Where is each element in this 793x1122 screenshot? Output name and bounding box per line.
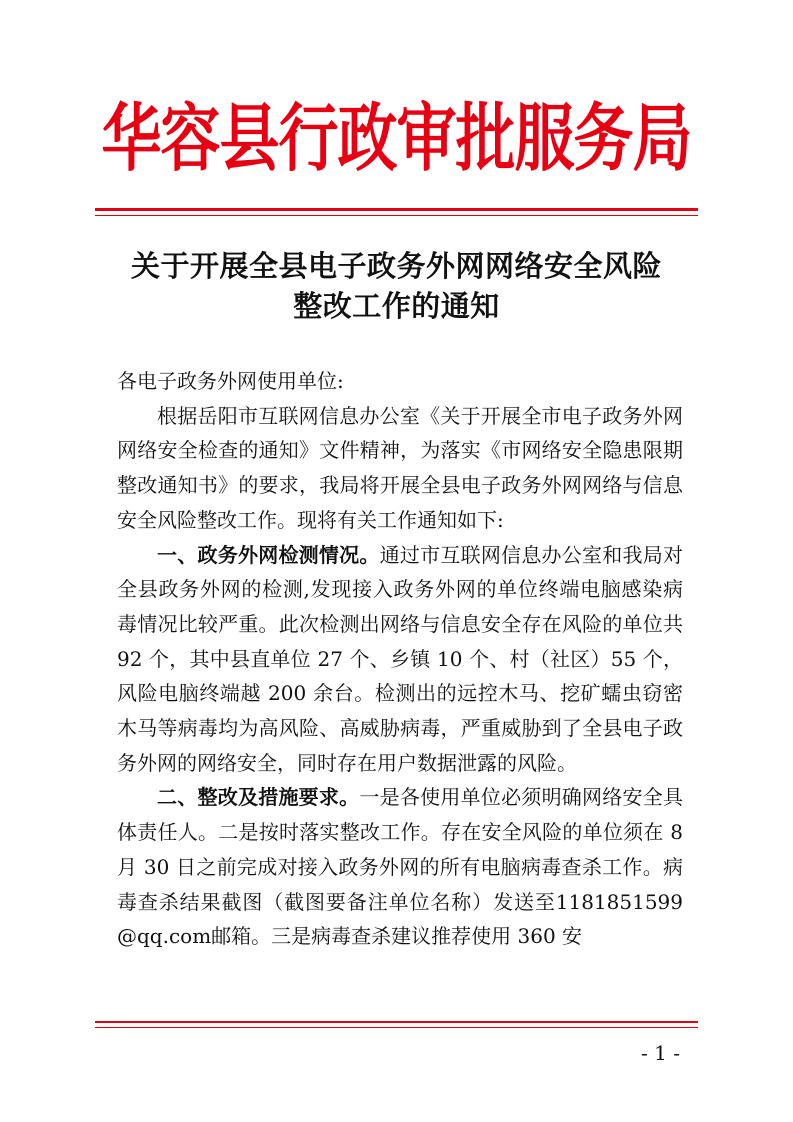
paragraph-intro — [117, 399, 683, 538]
masthead-org-name: 华容县行政审批服务局 — [101, 96, 692, 182]
section-2-text: 一是各使用单位必须明确网络安全具体责任人。二是按时落实整改工作。存在安全风险的单位须在 8 月 30 日之前完成对接入政务外网的所有电脑病毒查杀工作。病毒查杀结果截图（截图要备注单位名称）发送至1181851599@qq.com邮箱。三是病毒查杀建议推荐使用 360 安 — [117, 785, 684, 949]
document-title-line-1: 关于开展全县电子政务外网网络安全风险 — [130, 249, 662, 283]
paragraph-section-2 — [117, 780, 683, 954]
paragraph-section-1 — [117, 538, 683, 781]
salutation: 各电子政务外网使用单位: — [117, 369, 344, 393]
page-number: - 1 - — [641, 1041, 680, 1065]
section-1-heading: 一、政务外网检测情况。 — [157, 542, 380, 567]
document-body — [117, 364, 683, 954]
section-2-heading: 二、整改及措施要求。 — [157, 785, 360, 810]
footer-divider-thin — [95, 1027, 698, 1028]
document-title-line-2: 整改工作的通知 — [293, 289, 500, 323]
masthead-divider-thin — [95, 215, 698, 216]
paragraph-intro-text: 根据岳阳市互联网信息办公室《关于开展全市电子政务外网网络安全检查的通知》文件精神，为落实《市网络安全隐患限期整改通知书》的要求，我局将开展全县电子政务外网网络与信息安全风险整改工作。现将有关工作通知如下: — [117, 403, 683, 532]
section-1-text: 通过市互联网信息办公室和我局对全县政务外网的检测,发现接入政务外网的单位终端电脑感染病毒情况比较严重。此次检测出网络与信息安全存在风险的单位共 92 个，其中县直单位 27 个、乡镇 10 个、村（社区）55 个，风险电脑终端越 200 余台。检测出的远控木马、挖矿蠕虫窃密木马等病毒均为高风险、高威胁病毒，严重威胁到了全县电子政务外网的网络安全，同时存在用户数据泄露的风险。 — [117, 542, 684, 775]
masthead-divider-thick — [95, 208, 698, 211]
footer-divider-thick — [95, 1021, 698, 1023]
